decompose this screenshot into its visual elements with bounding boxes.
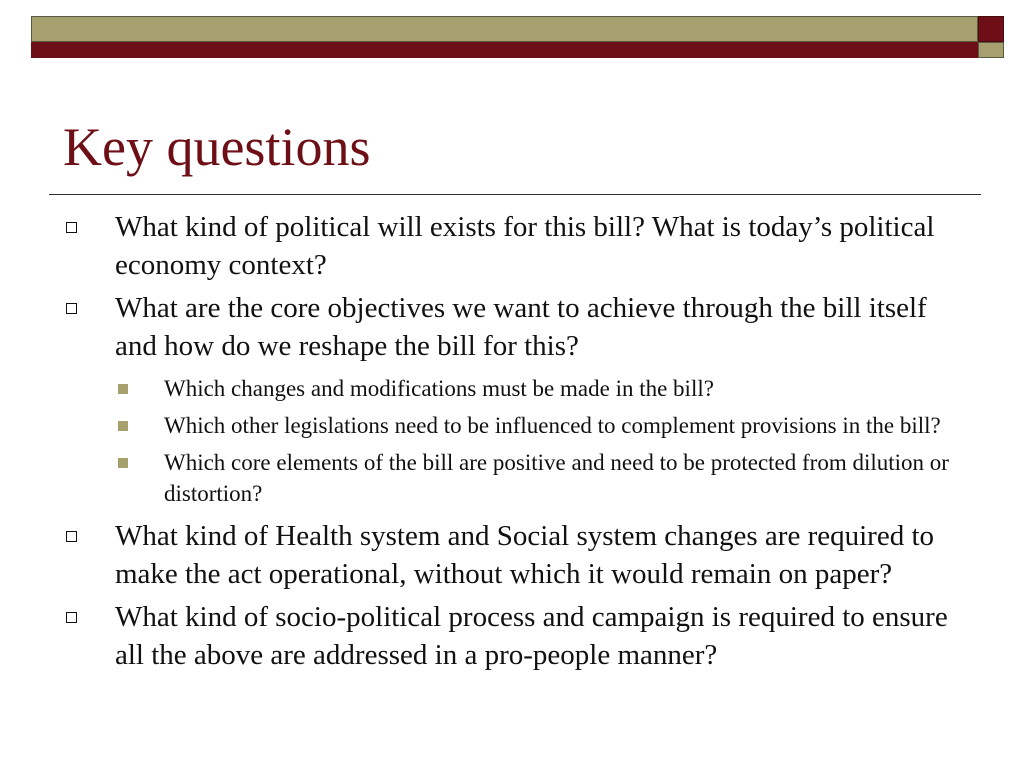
bullet-text: What kind of political will exists for this bill? What is today’s political economy context? (115, 211, 935, 281)
filled-square-icon (118, 421, 128, 431)
bullet-text: What kind of Health system and Social system changes are required to make the act operational, without which it would remain on paper? (115, 520, 935, 590)
hollow-square-icon (66, 531, 77, 542)
bullet-item (0, 289, 1024, 365)
bullet-item (0, 598, 1024, 674)
sub-bullet-text: Which changes and modifications must be made in the bill? (164, 376, 714, 401)
filled-square-icon (118, 384, 128, 394)
hollow-square-icon (66, 303, 77, 314)
filled-square-icon (118, 458, 128, 468)
bullet-item (0, 208, 1024, 284)
header-square-olive (978, 42, 1004, 58)
header-band-maroon (31, 42, 978, 58)
bullet-item (0, 517, 1024, 593)
sub-bullet-text: Which core elements of the bill are positive and need to be protected from dilution or distortion? (164, 450, 949, 506)
header-band-olive (31, 16, 978, 42)
hollow-square-icon (66, 222, 77, 233)
bullet-text: What kind of socio-political process and campaign is required to ensure all the above are addressed in a pro-people manner? (115, 601, 948, 671)
title-divider (49, 194, 981, 195)
sub-bullet-item (0, 410, 1024, 441)
slide-title: Key questions (63, 117, 371, 177)
sub-bullet-item (0, 447, 1024, 509)
sub-bullet-item (0, 373, 1024, 404)
bullet-text: What are the core objectives we want to achieve through the bill itself and how do we reshape the bill for this? (115, 292, 927, 362)
hollow-square-icon (66, 612, 77, 623)
bullet-list (0, 208, 1024, 679)
sub-bullet-text: Which other legislations need to be influenced to complement provisions in the bill? (164, 413, 941, 438)
header-square-maroon (978, 16, 1004, 42)
